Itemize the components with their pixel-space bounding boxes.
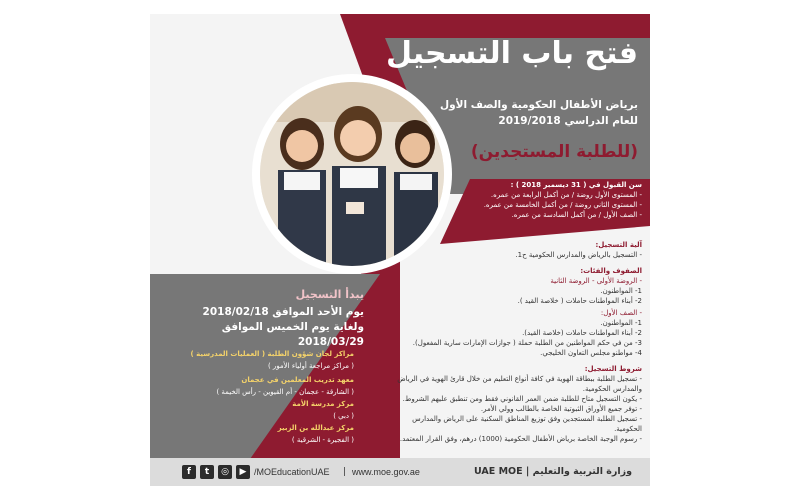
center-line: ( الفجيرة - الشرقية ) xyxy=(291,436,354,444)
ministry-name: وزارة التربية والتعليم | UAE MOE xyxy=(474,466,632,477)
conditions-heading: شروط التسجيل: xyxy=(584,365,642,373)
center-line: مركز مدرسة الأمة xyxy=(292,400,354,408)
condition-item: - توفر جميع الأوراق الثبوتية الخاصة بالطالب وولي الأمر. xyxy=(480,405,642,413)
website-link[interactable]: www.moe.gov.ae xyxy=(352,467,420,477)
start-heading: يبدأ التسجيل xyxy=(295,288,364,301)
center-line: ( الشارقة - عجمان - أم القيوين - رأس الخيمة ) xyxy=(216,388,354,396)
age-item: - المستوى الثاني روضة / من أكمل الخامسة من عمره. xyxy=(483,201,642,209)
kg-item: 2- أبناء المواطنات حاملات ( خلاصة القيد ). xyxy=(517,297,642,305)
start-date: يوم الأحد الموافق 2018/02/18 xyxy=(202,306,364,318)
students-label: (للطلبة المستجدين) xyxy=(470,142,638,162)
g1-item: 4- مواطنو مجلس التعاون الخليجي. xyxy=(540,349,642,357)
end-date: ولغاية يوم الخميس الموافق 2018/03/29 xyxy=(221,321,364,348)
kg-heading: - الروضة الأولى - الروضة الثانية xyxy=(550,277,642,285)
instagram-icon[interactable]: ◎ xyxy=(218,465,232,479)
poster xyxy=(150,14,650,486)
twitter-icon[interactable]: t xyxy=(200,465,214,479)
g1-item: 3- من في حكم المواطنين من الطلبة حملة ( جوازات الإمارات سارية المفعول). xyxy=(412,339,642,347)
youtube-icon[interactable]: ▶ xyxy=(236,465,250,479)
mechanism-heading: آلية التسجيل: xyxy=(595,241,642,249)
g1-item: 1- المواطنون. xyxy=(600,319,642,327)
subtitle-line-1: برياض الأطفال الحكومية والصف الأول xyxy=(440,99,638,111)
age-heading: سن القبول في ( 31 ديسمبر 2018 ) : xyxy=(510,181,642,189)
condition-item: - رسوم الوجبة الخاصة برياض الأطفال الحكومية (1000) درهم، وفق القرار المعتمد. xyxy=(399,435,642,443)
g1-heading: - الصف الأول: xyxy=(600,309,642,317)
condition-item: - تسجيل الطلبة المستجدين وفق توزيع المناطق السكنية على الرياض والمدارس الحكومية. xyxy=(412,415,642,433)
social-handle[interactable]: /MOEducationUAE xyxy=(254,467,330,477)
center-line: ( مراكز مراجعة أولياء الأمور ) xyxy=(267,362,354,370)
age-section xyxy=(442,180,642,220)
subtitle-line-2: للعام الدراسي 2019/2018 xyxy=(498,115,638,127)
center-line: ( دبي ) xyxy=(333,412,354,420)
centers-block xyxy=(154,348,354,446)
grades-heading: الصفوف والفئات: xyxy=(580,267,642,275)
center-line: مراكز لجان شؤون الطلبة ( العمليات المدرسية ) xyxy=(190,350,354,358)
page-title: فتح باب التسجيل xyxy=(385,36,638,71)
footer-separator: | xyxy=(343,467,347,477)
g1-item: 2- أبناء المواطنات حاملات (خلاصة القيد). xyxy=(522,329,642,337)
condition-item: - تسجيل الطلبة ببطاقة الهوية في كافة أنواع التعليم من خلال قارئ الهوية في الرياض والمدارس الحكومية. xyxy=(397,375,642,393)
center-line: مركز عبدالله بن الزبير xyxy=(277,424,354,432)
age-item: - المستوى الأول روضة / من أكمل الرابعة من عمره. xyxy=(490,191,642,199)
age-item: - الصف الأول / من أكمل السادسة من عمره. xyxy=(511,211,642,219)
facebook-icon[interactable]: f xyxy=(182,465,196,479)
registration-block xyxy=(154,288,364,350)
kg-item: 1- المواطنون. xyxy=(600,287,642,295)
condition-item: - يكون التسجيل متاح للطلبة ضمن العمر القانوني فقط ومن تنطبق عليهم الشروط. xyxy=(402,395,642,403)
footer-bar xyxy=(150,458,650,486)
info-column xyxy=(392,240,642,444)
center-line: معهد تدريب المعلمين في عجمان xyxy=(241,376,354,384)
mechanism-text: - التسجيل بالرياض والمدارس الحكومية ح1. xyxy=(515,251,642,259)
